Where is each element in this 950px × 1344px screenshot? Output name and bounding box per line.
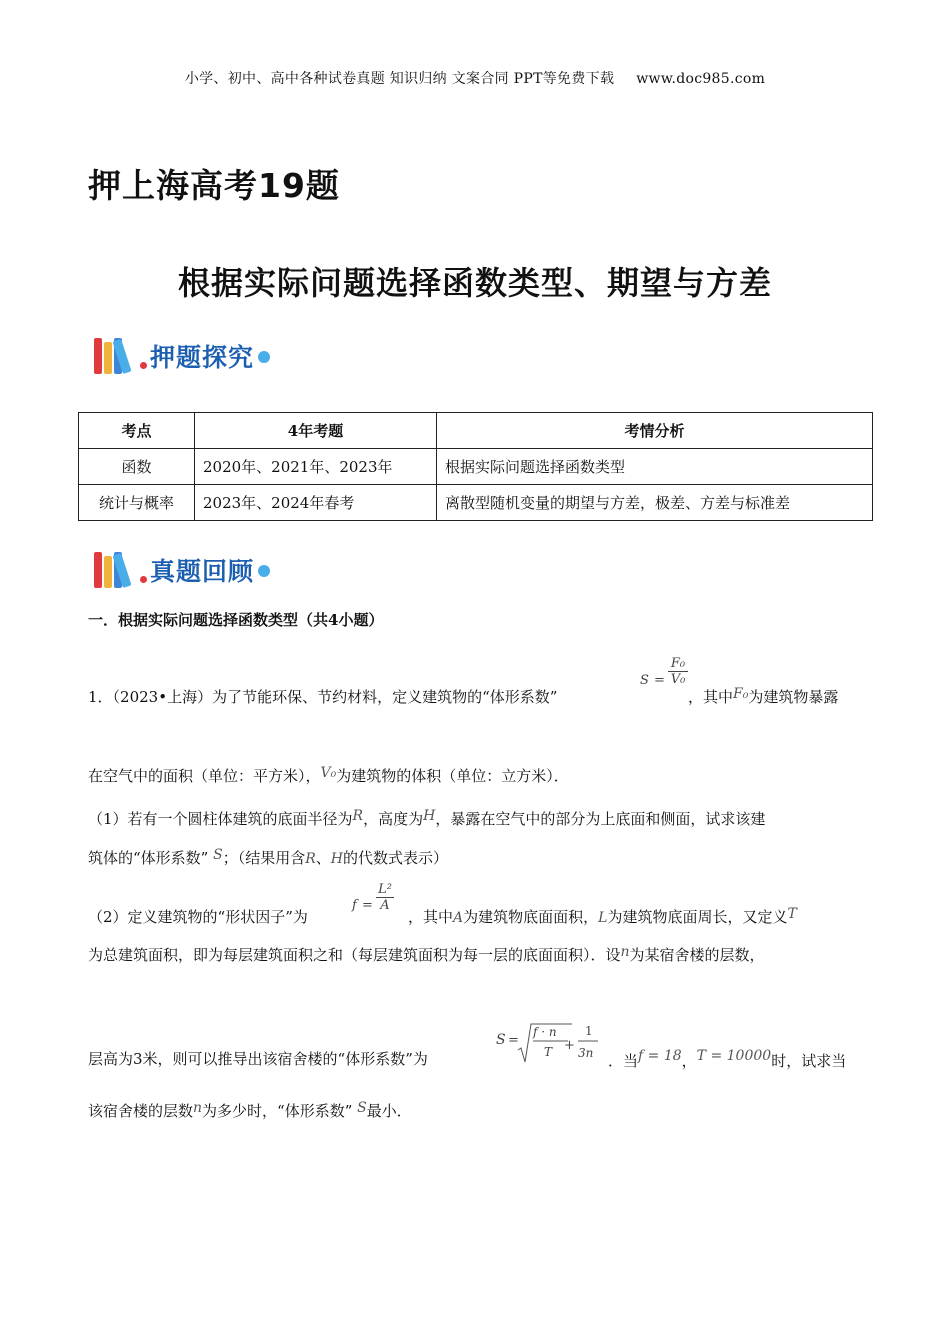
section-heading: 一．根据实际问题选择函数类型（共4小题） (88, 611, 384, 629)
formula-dorm-coefficient (494, 1016, 606, 1068)
table-cell: 函数 (79, 449, 195, 485)
q1-line-2: 在空气中的面积（单位：平方米），V₀为建筑物的体积（单位：立方米）． (88, 765, 569, 785)
red-dot-icon (140, 576, 147, 583)
svg-text:+: + (564, 1038, 575, 1053)
table-row (79, 449, 873, 485)
header-site[interactable]: www.doc985.com (636, 71, 766, 87)
banner-review-label: 真题回顾 (150, 557, 255, 586)
q1-line-7a: 层高为3米，则可以推导出该宿舍楼的“体形系数”为 (88, 1050, 428, 1068)
page-title: 押上海高考19题 (88, 166, 340, 205)
table-cell: 统计与概率 (79, 485, 195, 521)
blue-dot-icon (258, 565, 270, 577)
q1-line-5a: （2）定义建筑物的“形状因子”为 (88, 908, 308, 926)
exam-table (78, 412, 873, 521)
q1-line-4: 筑体的“体形系数” S；（结果用含R、H的代数式表示） (88, 847, 449, 867)
q1-line-6: 为总建筑面积，即为每层建筑面积之和（每层建筑面积为每一层的底面面积）．设n为某宿舍楼的层数， (88, 944, 765, 964)
q1-line-1b: ，其中F₀为建筑物暴露 (688, 686, 839, 706)
table-header-cell: 考点 (79, 413, 195, 449)
svg-text:1: 1 (585, 1024, 593, 1038)
q1-line-8: 该宿舍楼的层数n为多少时，“体形系数” S最小． (88, 1100, 412, 1120)
svg-text:=: = (508, 1033, 519, 1048)
banner-explore-label: 押题探究 (150, 343, 255, 372)
table-cell: 根据实际问题选择函数类型 (437, 449, 873, 485)
table-row (79, 485, 873, 521)
table-header-cell: 考情分析 (437, 413, 873, 449)
table-header-row (79, 413, 873, 449)
table-cell: 离散型随机变量的期望与方差，极差、方差与标准差 (437, 485, 873, 521)
svg-text:T: T (544, 1045, 553, 1059)
table-header-cell: 4年考题 (195, 413, 437, 449)
q1-line-1: 1．（2023•上海）为了节能环保、节约材料，定义建筑物的“体形系数” (88, 688, 558, 706)
page-subtitle: 根据实际问题选择函数类型、期望与方差 (177, 264, 772, 302)
page-header (0, 68, 950, 88)
red-dot-icon (140, 362, 147, 369)
table-cell: 2020年、2021年、2023年 (195, 449, 437, 485)
books-icon (92, 550, 138, 590)
banner-explore (92, 334, 270, 378)
blue-dot-icon (258, 351, 270, 363)
q1-line-5b: ，其中A为建筑物底面面积，L为建筑物底面周长，又定义T (408, 906, 797, 926)
header-text: 小学、初中、高中各种试卷真题 知识归纳 文案合同 PPT等免费下载 (184, 71, 615, 87)
svg-text:f · n: f · n (533, 1025, 557, 1039)
table-cell: 2023年、2024年春考 (195, 485, 437, 521)
svg-text:S: S (496, 1032, 506, 1048)
q1-line-7b: ．当f = 18，T = 10000时，试求当 (608, 1048, 847, 1070)
q1-line-3: （1）若有一个圆柱体建筑的底面半径为R，高度为H，暴露在空气中的部分为上底面和侧面，试求该建 (88, 808, 766, 828)
books-icon (92, 336, 138, 376)
svg-text:3n: 3n (578, 1046, 594, 1060)
banner-review (92, 548, 270, 592)
